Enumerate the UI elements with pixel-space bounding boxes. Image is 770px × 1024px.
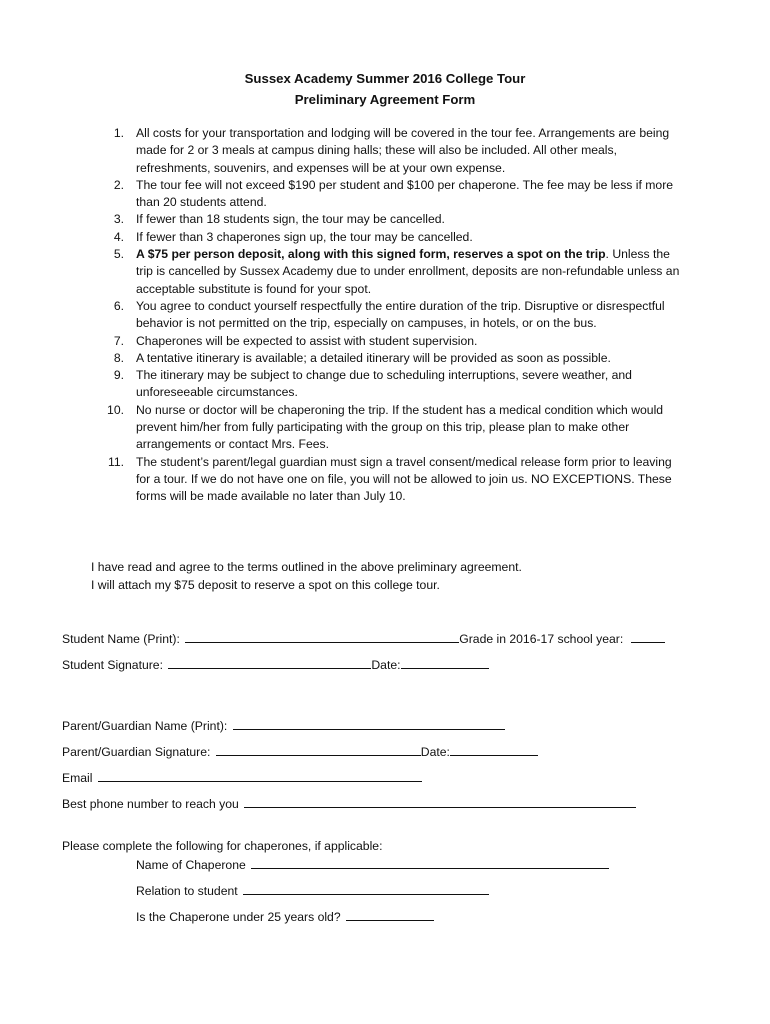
term-item <box>84 246 684 298</box>
term-text: If fewer than 3 chaperones sign up, the tour may be cancelled. <box>136 229 473 244</box>
term-number: 2. <box>113 177 124 192</box>
agreement-line-1: I have read and agree to the terms outlined in the above preliminary agreement. <box>91 560 522 574</box>
chaperone-intro: Please complete the following for chaperones, if applicable: <box>62 839 383 853</box>
student-name-row <box>62 630 665 648</box>
term-text: The tour fee will not exceed $190 per student and $100 per chaperone. The fee may be less if more than 20 students attend. <box>136 177 674 210</box>
term-number: 6. <box>113 298 124 313</box>
form-title: Sussex Academy Summer 2016 College Tour <box>244 71 526 86</box>
term-bold-text: A $75 per person deposit, along with this signed form, reserves a spot on the trip <box>136 247 606 262</box>
parent-name-label: Parent/Guardian Name (Print): <box>62 719 228 733</box>
term-item <box>84 367 684 402</box>
email-row <box>62 769 422 787</box>
term-item <box>84 298 684 333</box>
email-field[interactable] <box>98 769 422 782</box>
term-item <box>84 454 684 506</box>
term-text: A tentative itinerary is available; a detailed itinerary will be provided as soon as possible. <box>136 350 611 365</box>
term-number: 9. <box>113 368 124 383</box>
term-number: 4. <box>113 229 124 244</box>
student-name-label: Student Name (Print): <box>62 632 180 646</box>
term-text: No nurse or doctor will be chaperoning the trip. If the student has a medical condition which would prevent him/her from fully participating with the group on this trip, please plan to make other arrangements or contact Mrs. Fees. <box>136 402 664 452</box>
term-item <box>84 125 684 177</box>
parent-signature-row <box>62 743 538 761</box>
student-signature-label: Student Signature: <box>62 658 163 672</box>
parent-date-label: Date: <box>420 745 450 759</box>
chaperone-name-row <box>136 856 609 874</box>
chaperone-name-label: Name of Chaperone <box>136 858 246 872</box>
term-number: 8. <box>113 350 124 365</box>
term-number: 7. <box>113 333 124 348</box>
term-item <box>84 402 684 454</box>
term-number: 1. <box>113 126 124 140</box>
term-item <box>84 350 684 367</box>
under25-row <box>136 908 434 926</box>
grade-label: Grade in 2016-17 school year: <box>459 632 624 646</box>
student-date-field[interactable] <box>401 656 489 669</box>
term-item <box>84 177 684 212</box>
parent-date-field[interactable] <box>450 743 538 756</box>
term-number: 3. <box>113 212 124 227</box>
phone-field[interactable] <box>244 795 636 808</box>
student-signature-row <box>62 656 489 674</box>
term-text: If fewer than 18 students sign, the tour may be cancelled. <box>136 212 445 227</box>
agreement-line-2: I will attach my $75 deposit to reserve a spot on this college tour. <box>91 578 440 592</box>
term-item <box>84 229 684 246</box>
student-name-field[interactable] <box>185 630 459 643</box>
term-number: 5. <box>113 247 124 262</box>
chaperone-name-field[interactable] <box>251 856 609 869</box>
term-text: . Unless the trip is cancelled by Sussex Academy due to under enrollment, deposits are non-refundable unless an acceptable substitute is found for your spot. <box>136 247 680 296</box>
student-date-label: Date: <box>371 658 401 672</box>
parent-name-row <box>62 717 505 735</box>
term-text: All costs for your transportation and lodging will be covered in the tour fee. Arrangements are being made for 2 or 3 meals at campus dining halls; these will also be included. All other meals, refreshments, souvenirs, and expenses will be at your own expense. <box>136 126 670 175</box>
under25-field[interactable] <box>346 908 434 921</box>
terms-list <box>84 125 684 506</box>
grade-field[interactable] <box>631 630 665 643</box>
relation-field[interactable] <box>243 882 489 895</box>
phone-row <box>62 795 636 813</box>
relation-row <box>136 882 489 900</box>
term-text: You agree to conduct yourself respectfully the entire duration of the trip. Disruptive or disrespectful behavior is not permitted on the trip, especially on campuses, in hotels, or on the bus. <box>136 298 665 331</box>
term-item <box>84 333 684 350</box>
parent-name-field[interactable] <box>233 717 505 730</box>
term-number: 10. <box>107 402 124 417</box>
phone-label: Best phone number to reach you <box>62 797 239 811</box>
parent-signature-field[interactable] <box>216 743 421 756</box>
under25-label: Is the Chaperone under 25 years old? <box>136 910 341 924</box>
form-subtitle: Preliminary Agreement Form <box>294 92 476 107</box>
term-text: Chaperones will be expected to assist with student supervision. <box>136 333 478 348</box>
student-signature-field[interactable] <box>168 656 371 669</box>
email-label: Email <box>62 771 93 785</box>
relation-label: Relation to student <box>136 884 238 898</box>
parent-signature-label: Parent/Guardian Signature: <box>62 745 211 759</box>
term-item <box>84 211 684 228</box>
term-text: The student’s parent/legal guardian must sign a travel consent/medical release form prior to leaving for a tour. If we do not have one on file, you will not be allowed to join us. NO EXCEPTIONS. These forms will be made available no later than July 10. <box>136 454 672 504</box>
term-text: The itinerary may be subject to change due to scheduling interruptions, severe weather, and unforeseeable circumstances. <box>136 368 632 400</box>
term-number: 11. <box>107 454 124 469</box>
